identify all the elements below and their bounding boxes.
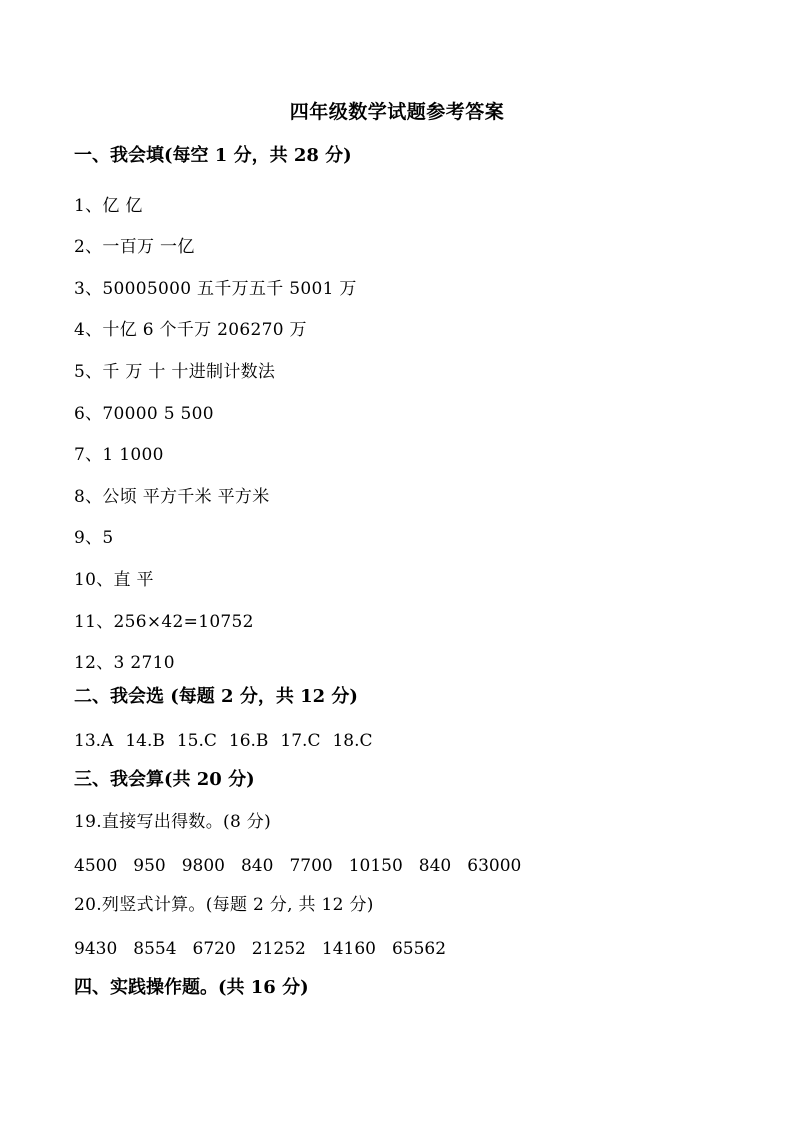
answer-2: 2、一百万 一亿 xyxy=(74,237,195,257)
q19-answer: 840 xyxy=(240,856,274,876)
q20-answer: 8554 xyxy=(133,939,177,959)
q20-answer: 14160 xyxy=(321,939,376,959)
answer-5: 5、千 万 十 十进制计数法 xyxy=(74,362,276,382)
choice-answer: 16.B xyxy=(228,731,269,751)
answer-7: 7、1 1000 xyxy=(74,445,164,465)
q19-answer: 950 xyxy=(133,856,166,876)
question-19-label: 19.直接写出得数。(8 分) xyxy=(74,812,272,832)
q19-answer: 840 xyxy=(418,856,452,876)
answer-10: 10、直 平 xyxy=(74,570,154,590)
answer-8: 8、公顷 平方千米 平方米 xyxy=(74,487,270,507)
section-2-heading: 二、我会选 (每题 2 分，共 12 分) xyxy=(74,686,358,707)
page-title: 四年级数学试题参考答案 xyxy=(289,101,505,123)
q20-answer: 6720 xyxy=(192,939,236,959)
section-3-heading: 三、我会算(共 20 分) xyxy=(74,769,255,790)
question-20-label: 20.列竖式计算。(每题 2 分, 共 12 分) xyxy=(74,895,374,915)
choice-answer: 18.C xyxy=(332,731,373,751)
section-4-heading: 四、实践操作题。(共 16 分) xyxy=(74,977,309,998)
section-1-heading: 一、我会填(每空 1 分，共 28 分) xyxy=(74,145,352,166)
q19-answer: 63000 xyxy=(467,856,522,876)
q20-answer: 21252 xyxy=(251,939,306,959)
q20-answer: 9430 xyxy=(74,939,118,959)
q19-answer: 10150 xyxy=(348,856,403,876)
choice-answer: 15.C xyxy=(176,731,217,751)
answer-1: 1、亿 亿 xyxy=(74,196,143,216)
q19-answers-row xyxy=(74,856,537,876)
choice-answer: 13.A xyxy=(74,731,114,751)
answer-3: 3、50005000 五千万五千 5001 万 xyxy=(74,279,357,299)
answer-11: 11、256×42=10752 xyxy=(74,612,254,632)
q20-answers-row xyxy=(74,939,462,959)
choice-answer: 14.B xyxy=(125,731,165,751)
choice-answer: 17.C xyxy=(280,731,321,751)
q20-answer: 65562 xyxy=(391,939,447,959)
choice-answers-row xyxy=(74,731,385,751)
q19-answer: 7700 xyxy=(289,856,333,876)
q19-answer: 9800 xyxy=(181,856,225,876)
q19-answer: 4500 xyxy=(74,856,118,876)
answer-4: 4、十亿 6 个千万 206270 万 xyxy=(74,320,307,340)
answer-6: 6、70000 5 500 xyxy=(74,404,214,424)
answer-12: 12、3 2710 xyxy=(74,653,175,673)
answer-9: 9、5 xyxy=(74,528,114,548)
